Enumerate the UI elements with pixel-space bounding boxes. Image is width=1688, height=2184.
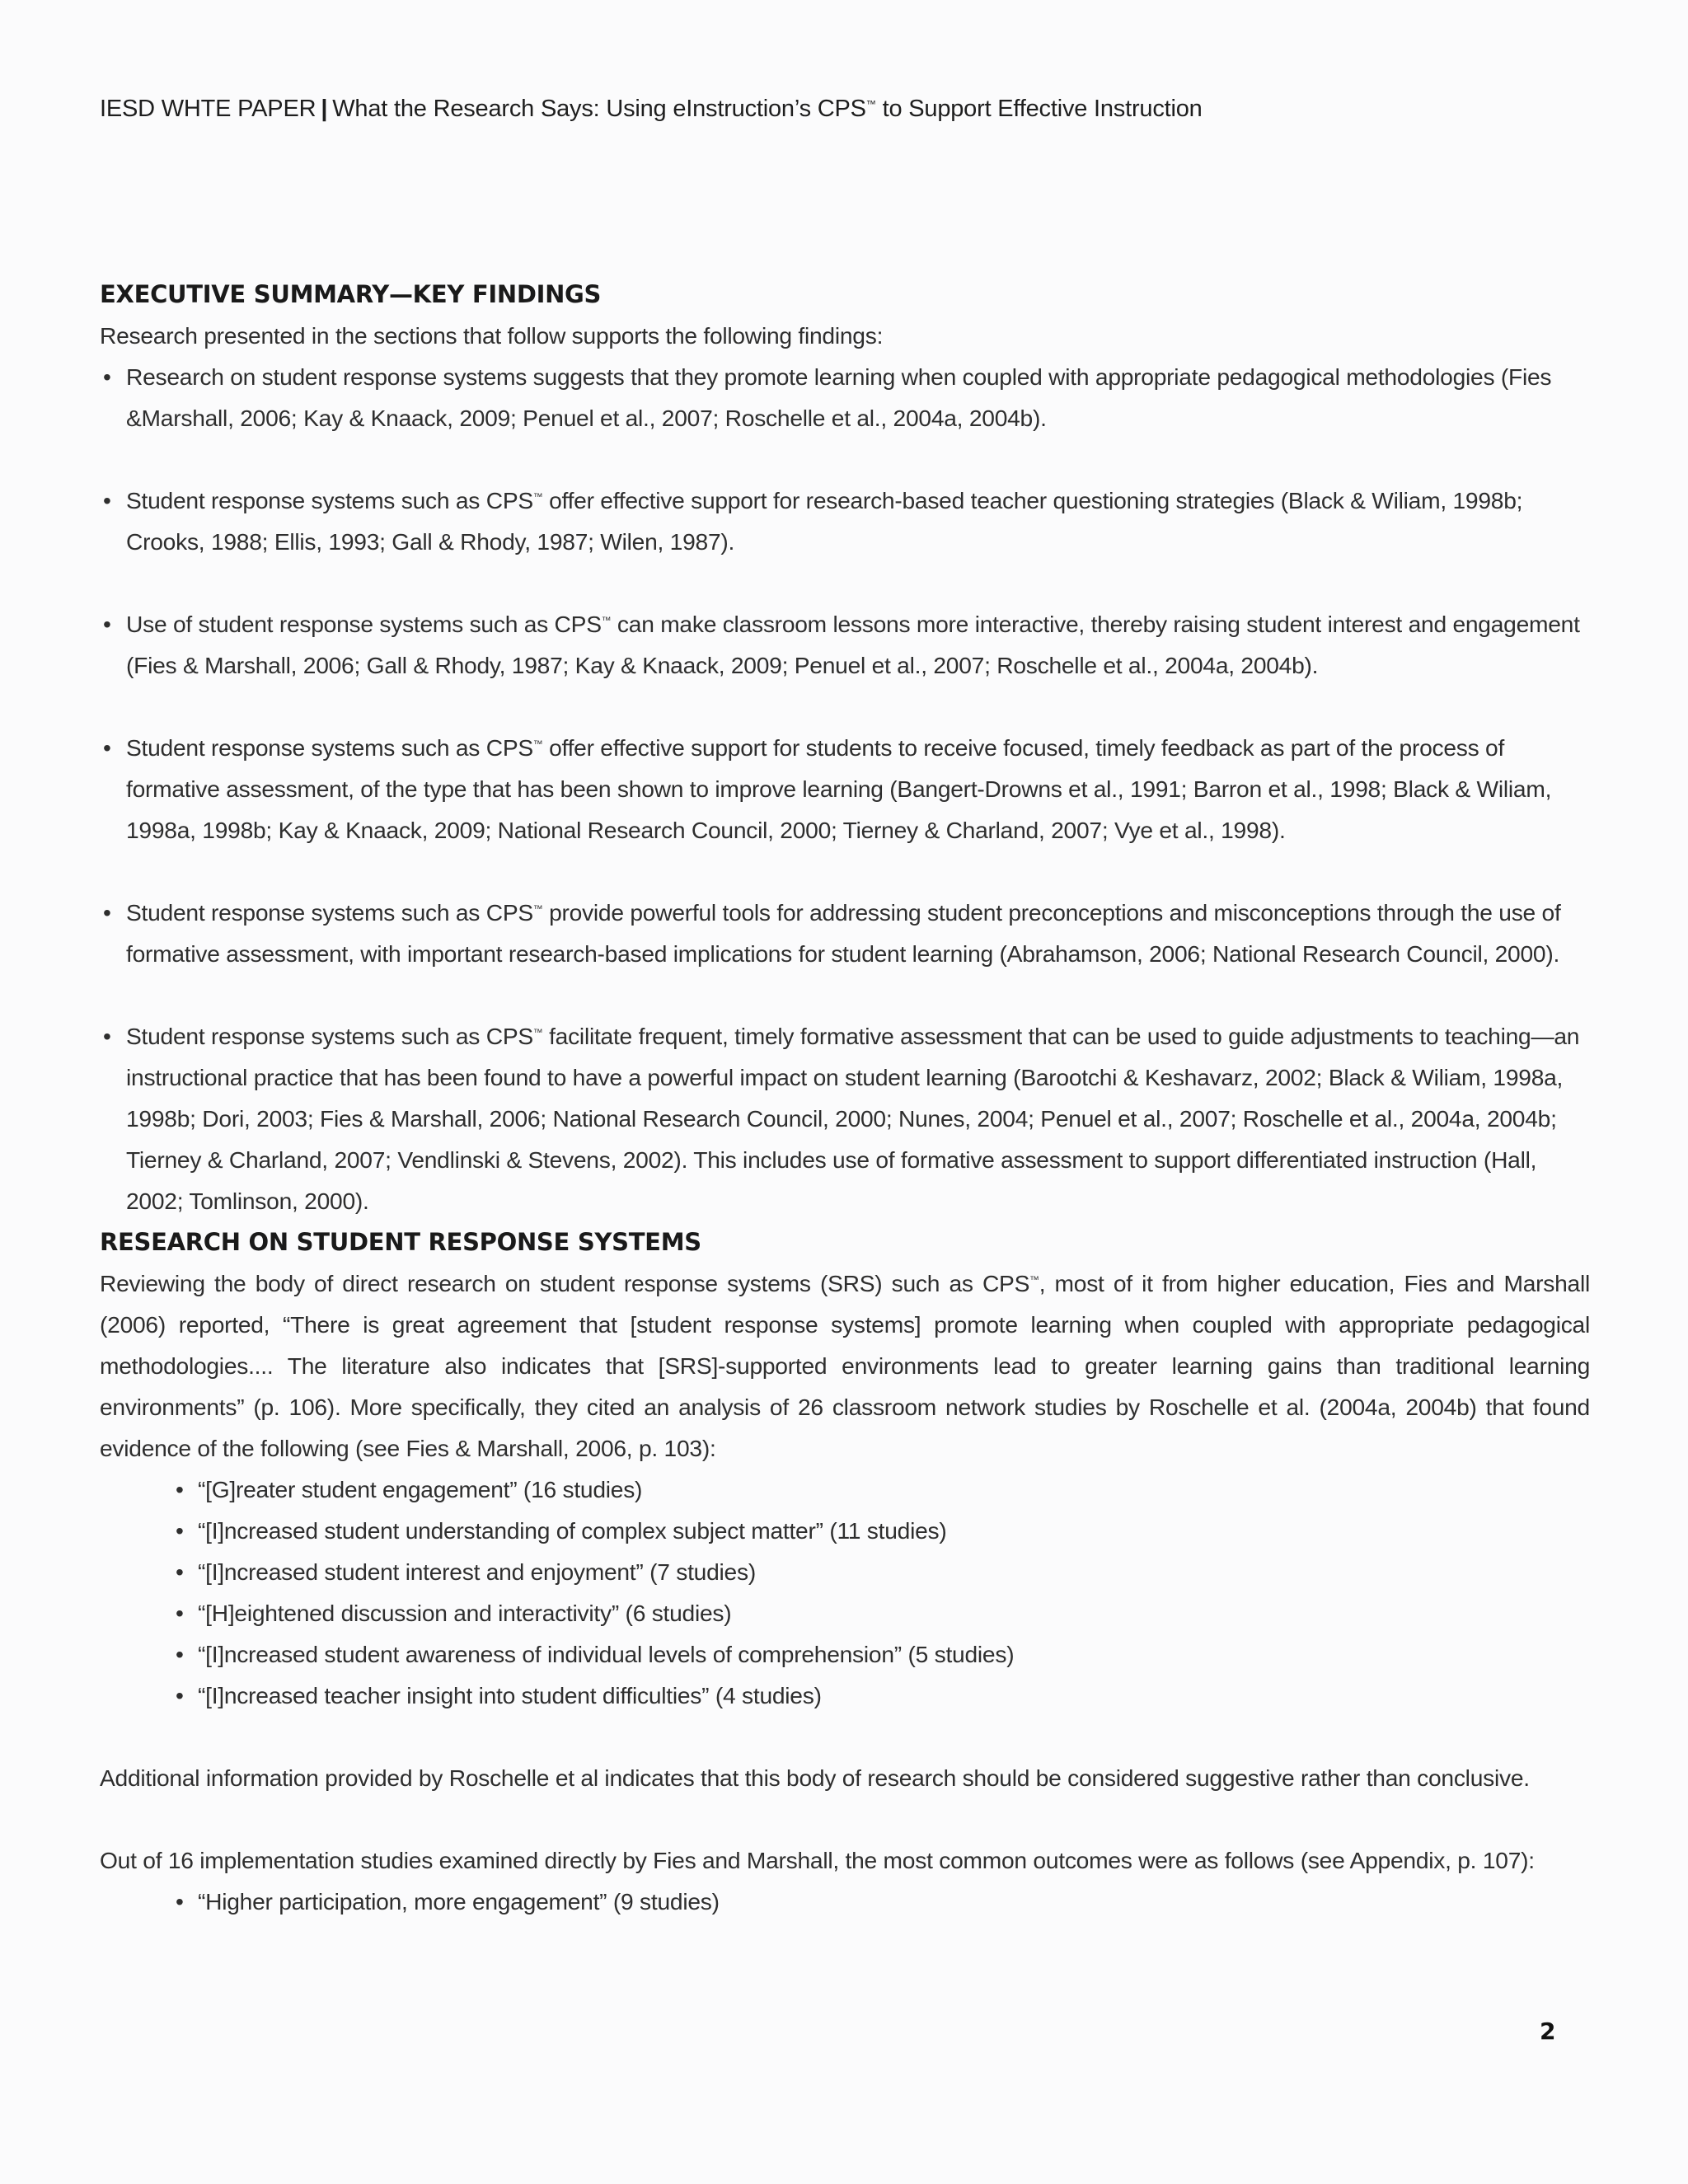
evidence-item: • “[H]eightened discussion and interactivity” (6 studies) — [176, 1592, 1590, 1633]
running-header — [100, 96, 1203, 123]
page-body — [100, 274, 1590, 1922]
header-separator: | — [321, 96, 328, 122]
executive-summary-heading: EXECUTIVE SUMMARY—KEY FINDINGS — [100, 280, 602, 308]
outcome-list — [100, 1881, 1590, 1922]
implementation-paragraph: Out of 16 implementation studies examined directly by Fies and Marshall, the most common outcomes were as follows (see Appendix, p. 107): — [100, 1847, 1535, 1873]
header-title: What the Research Says: Using eInstruction’s CPS — [332, 96, 866, 122]
finding-item: • Student response systems such as CPS™ provide powerful tools for addressing student preconceptions and misconceptions through the use of formative assessment, with important research-based implications for student learning (Abrahamson, 2006; National Research Council, 2000). — [100, 892, 1590, 974]
finding-item: • Student response systems such as CPS™ offer effective support for research-based teacher questioning strategies (Black & Wiliam, 1998b; Crooks, 1988; Ellis, 1993; Gall & Rhody, 1987; Wilen, 1987). — [100, 480, 1590, 562]
research-paragraph: Reviewing the body of direct research on student response systems (SRS) such as CPS™, most of it from higher education, Fies and Marshall (2006) reported, “There is great agreement that [student response systems] promote learning when coupled with appropriate pedagogical methodologies.... The literature also indicates that [SRS]-supported environments lead to greater learning gains than traditional learning environments” (p. 106). More specifically, they cited an analysis of 26 classroom network studies by Roschelle et al. (2004a, 2004b) that found evidence of the following (see Fies & Marshall, 2006, p. 103): — [100, 1270, 1590, 1461]
page-number: 2 — [1540, 2018, 1556, 2045]
finding-item: • Student response systems such as CPS™ offer effective support for students to receive focused, timely feedback as part of the process of formative assessment, of the type that has been shown to improve learning (Bangert-Drowns et al., 1991; Barron et al., 1998; Black & Wiliam, 1998a, 1998b; Kay & Knaack, 2009; National Research Council, 2000; Tierney & Charland, 2007; Vye et al., 1998). — [100, 727, 1590, 851]
evidence-item: • “[I]ncreased student awareness of individual levels of comprehension” (5 studies) — [176, 1633, 1590, 1675]
finding-item: • Student response systems such as CPS™ facilitate frequent, timely formative assessment that can be used to guide adjustments to teaching—an instructional practice that has been found to have a powerful impact on student learning (Barootchi & Keshavarz, 2002; Black & Wiliam, 1998a, 1998b; Dori, 2003; Fies & Marshall, 2006; National Research Council, 2000; Nunes, 2004; Penuel et al., 2007; Roschelle et al., 2004a, 2004b; Tierney & Charland, 2007; Vendlinski & Stevens, 2002). This includes use of formative assessment to support differentiated instruction (Hall, 2002; Tomlinson, 2000). — [100, 1015, 1590, 1221]
outcome-item: • “Higher participation, more engagement” (9 studies) — [176, 1881, 1590, 1922]
key-findings-list — [100, 356, 1590, 1221]
evidence-list — [100, 1469, 1590, 1716]
executive-summary-intro: Research presented in the sections that follow supports the following findings: — [100, 322, 884, 349]
evidence-item: • “[I]ncreased student understanding of complex subject matter” (11 studies) — [176, 1510, 1590, 1551]
finding-item: • Research on student response systems suggests that they promote learning when coupled with appropriate pedagogical methodologies (Fies &Marshall, 2006; Kay & Knaack, 2009; Penuel et al., 2007; Roschelle et al., 2004a, 2004b). — [100, 356, 1590, 438]
evidence-item: • “[G]reater student engagement” (16 studies) — [176, 1469, 1590, 1510]
header-org: IESD WHTE PAPER — [100, 96, 316, 122]
header-title-end: to Support Effective Instruction — [875, 96, 1203, 122]
additional-info-paragraph: Additional information provided by Roschelle et al indicates that this body of research should be considered suggestive rather than conclusive. — [100, 1765, 1530, 1791]
finding-item: • Use of student response systems such as CPS™ can make classroom lessons more interactive, thereby raising student interest and engagement (Fies & Marshall, 2006; Gall & Rhody, 1987; Kay & Knaack, 2009; Penuel et al., 2007; Roschelle et al., 2004a, 2004b). — [100, 603, 1590, 686]
research-section-heading: RESEARCH ON STUDENT RESPONSE SYSTEMS — [100, 1228, 701, 1256]
evidence-item: • “[I]ncreased student interest and enjoyment” (7 studies) — [176, 1551, 1590, 1592]
header-trademark: ™ — [865, 98, 876, 110]
evidence-item: • “[I]ncreased teacher insight into student difficulties” (4 studies) — [176, 1675, 1590, 1716]
